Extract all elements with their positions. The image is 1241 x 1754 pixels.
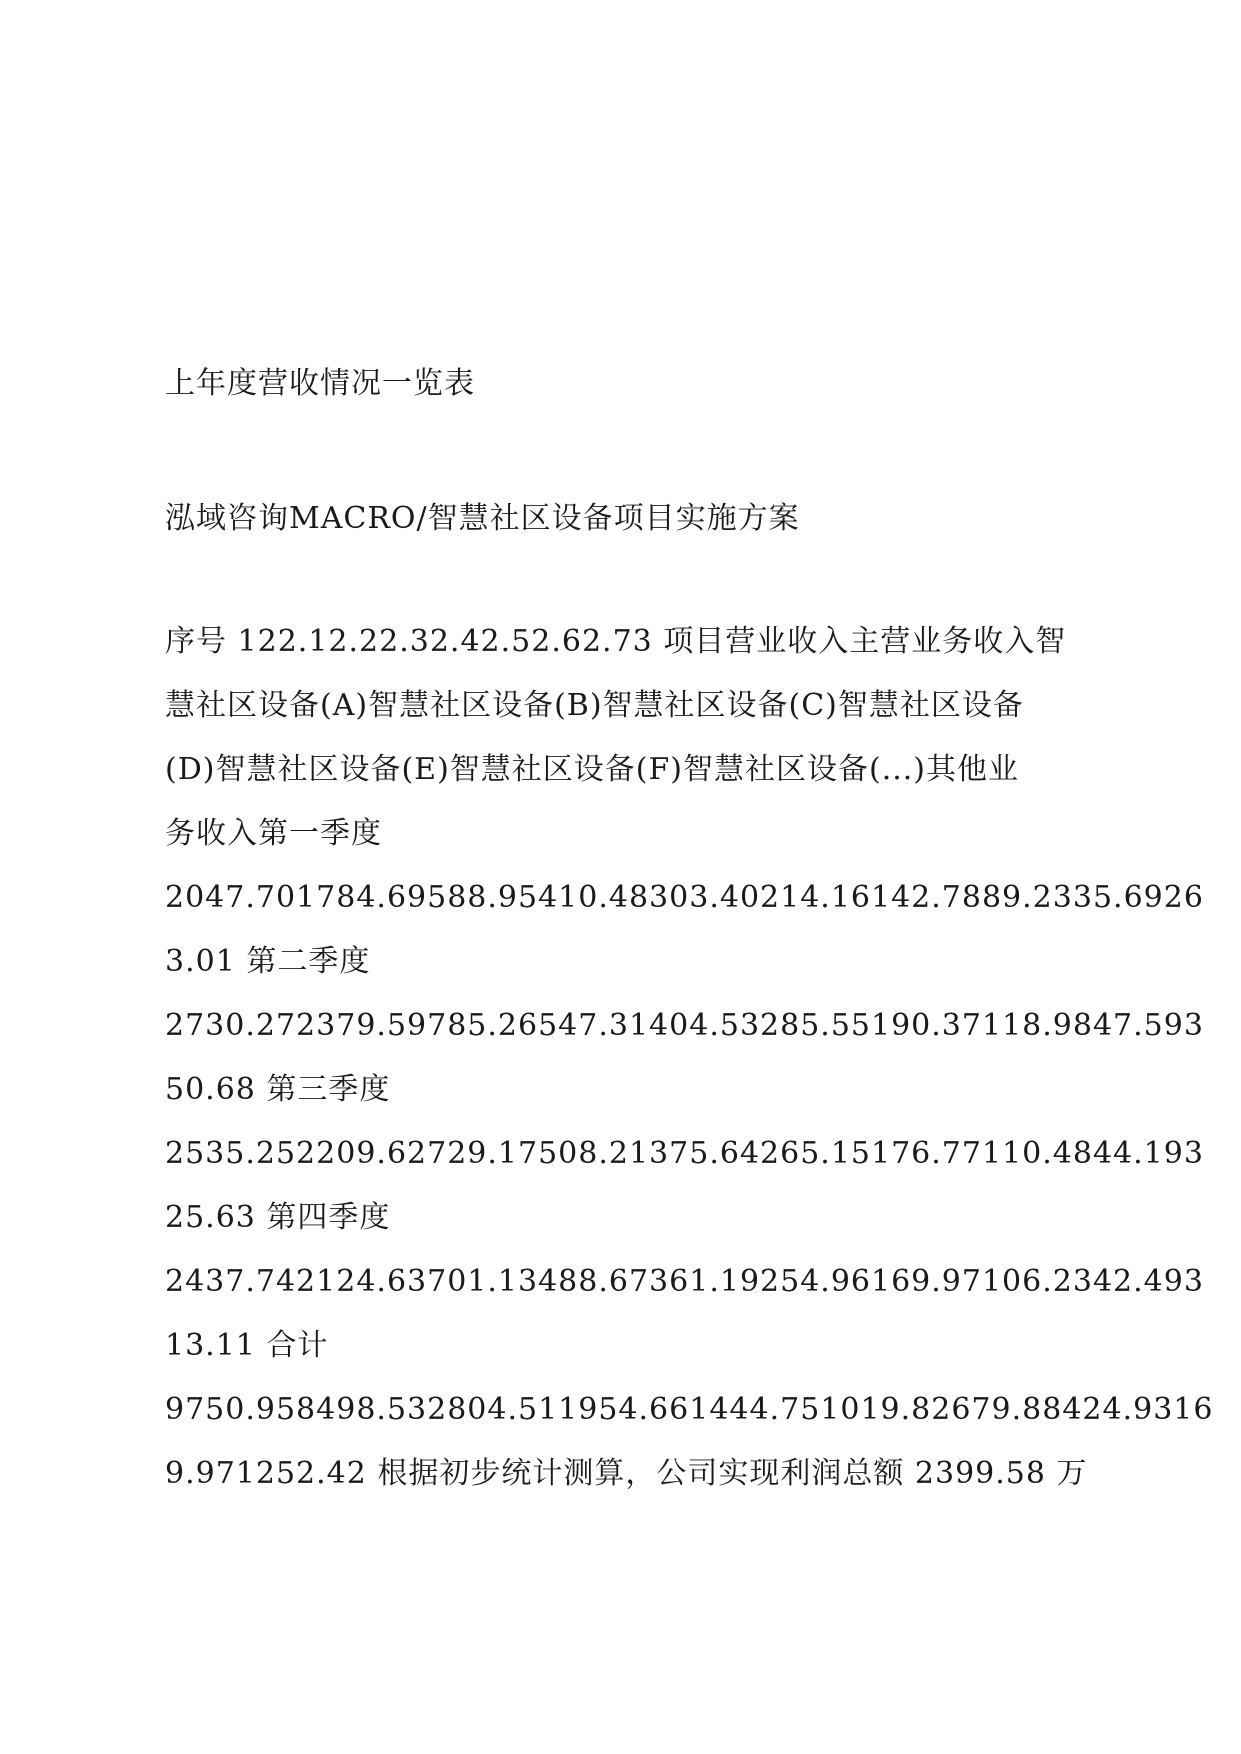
text-line: 25.63 第四季度 <box>165 1200 391 1235</box>
text-line: (D)智慧社区设备(E)智慧社区设备(F)智慧社区设备(...)其他业 <box>165 752 1020 787</box>
text-line: 9.971252.42 根据初步统计测算，公司实现利润总额 2399.58 万 <box>165 1456 1088 1491</box>
text-line: 2437.742124.63701.13488.67361.19254.96169.97106.2342.493 <box>165 1264 1204 1299</box>
text-line: 慧社区设备(A)智慧社区设备(B)智慧社区设备(C)智慧社区设备 <box>165 688 1024 723</box>
document-heading: 上年度营收情况一览表 <box>165 366 475 401</box>
revenue-table-text <box>165 610 1214 1506</box>
text-line: 13.11 合计 <box>165 1328 329 1363</box>
text-line: 3.01 第二季度 <box>165 944 371 979</box>
text-line: 50.68 第三季度 <box>165 1072 391 1107</box>
text-line: 务收入第一季度 <box>165 816 382 851</box>
document-subtitle: 泓域咨询MACRO/智慧社区设备项目实施方案 <box>165 501 800 536</box>
text-line: 9750.958498.532804.511954.661444.751019.82679.88424.9316 <box>165 1392 1214 1427</box>
text-line: 2730.272379.59785.26547.31404.53285.55190.37118.9847.593 <box>165 1008 1204 1043</box>
text-line: 2535.252209.62729.17508.21375.64265.15176.77110.4844.193 <box>165 1136 1204 1171</box>
text-line: 2047.701784.69588.95410.48303.40214.16142.7889.2335.6926 <box>165 880 1204 915</box>
text-line: 序号 122.12.22.32.42.52.62.73 项目营业收入主营业务收入智 <box>165 624 1067 659</box>
